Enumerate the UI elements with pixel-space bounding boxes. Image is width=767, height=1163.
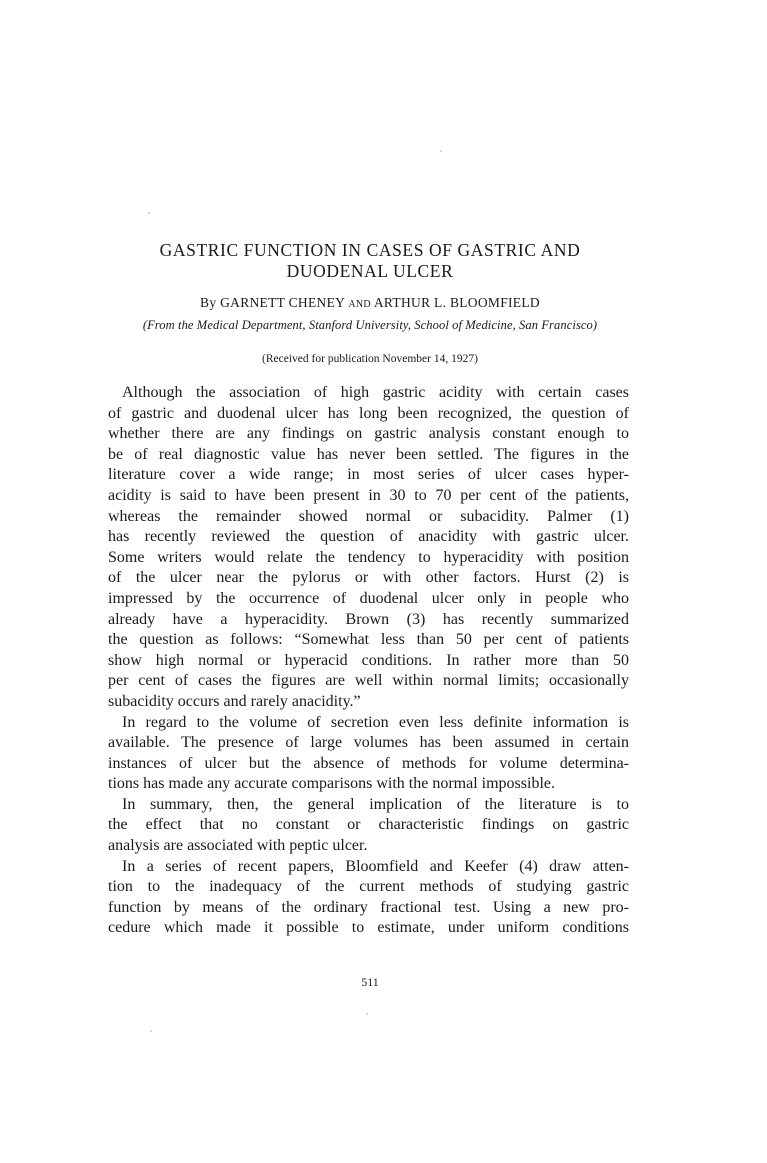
scan-speck bbox=[150, 1030, 152, 1032]
scan-speck bbox=[148, 212, 150, 214]
text-line: In summary, then, the general implication of the literature is to bbox=[122, 795, 629, 813]
text-line: the question as follows: “Somewhat less than 50 per cent of patients bbox=[108, 631, 629, 649]
received-date: (Received for publication November 14, 1927) bbox=[262, 353, 478, 365]
text-line: whether there are any findings on gastric analysis constant enough to bbox=[108, 425, 629, 443]
page-number: 511 bbox=[361, 975, 379, 989]
author-affiliation: (From the Medical Department, Stanford University, School of Medicine, San Francisco) bbox=[142, 318, 598, 332]
author-name-2: ARTHUR L. BLOOMFIELD bbox=[373, 295, 540, 310]
text-line: In regard to the volume of secretion even less definite information is bbox=[122, 713, 629, 731]
text-line: of gastric and duodenal ulcer has long been recognized, the question of bbox=[108, 404, 629, 422]
author-byline bbox=[100, 295, 640, 311]
text-line: instances of ulcer but the absence of methods for volume determina- bbox=[108, 754, 629, 772]
author-name-1: GARNETT CHENEY bbox=[220, 295, 345, 310]
paragraph-3 bbox=[108, 795, 629, 857]
text-line: of the ulcer near the pylorus or with other factors. Hurst (2) is bbox=[108, 569, 629, 587]
text-line: Although the association of high gastric acidity with certain cases bbox=[122, 384, 629, 401]
text-line: has recently reviewed the question of anacidity with gastric ulcer. bbox=[108, 528, 629, 546]
text-line: tion to the inadequacy of the current methods of studying gastric bbox=[108, 878, 629, 896]
text-line: whereas the remainder showed normal or subacidity. Palmer (1) bbox=[108, 507, 629, 525]
scan-speck bbox=[366, 1013, 368, 1015]
text-line: be of real diagnostic value has never been settled. The figures in the bbox=[108, 445, 629, 463]
paragraph-4 bbox=[108, 857, 629, 939]
text-line: acidity is said to have been present in 30 to 70 per cent of the patients, bbox=[108, 486, 629, 504]
text-line: per cent of cases the figures are well within normal limits; occasionally bbox=[108, 672, 629, 690]
text-line: tions has made any accurate comparisons with the normal impossible. bbox=[108, 775, 555, 793]
text-line: already have a hyperacidity. Brown (3) has recently summarized bbox=[108, 610, 629, 628]
text-line: In a series of recent papers, Bloomfield and Keefer (4) draw atten- bbox=[122, 857, 629, 875]
article-body bbox=[108, 383, 629, 939]
text-line: function by means of the ordinary fractional test. Using a new pro- bbox=[108, 898, 629, 916]
text-line: analysis are associated with peptic ulcer. bbox=[108, 837, 368, 855]
text-line: the effect that no constant or characteristic findings on gastric bbox=[108, 816, 629, 834]
paragraph-1 bbox=[108, 383, 629, 713]
text-line: impressed by the occurrence of duodenal ulcer only in people who bbox=[108, 589, 629, 607]
paragraph-2 bbox=[108, 713, 629, 795]
text-line: Some writers would relate the tendency to hyperacidity with position bbox=[108, 548, 629, 566]
title-line-2: DUODENAL ULCER bbox=[286, 261, 454, 281]
text-line: available. The presence of large volumes has been assumed in certain bbox=[108, 734, 629, 752]
text-line: literature cover a wide range; in most series of ulcer cases hyper- bbox=[108, 466, 629, 484]
text-line: show high normal or hyperacid conditions. In rather more than 50 bbox=[108, 651, 629, 669]
scan-speck bbox=[440, 150, 442, 152]
title-line-1: GASTRIC FUNCTION IN CASES OF GASTRIC AND bbox=[159, 240, 581, 260]
text-line: cedure which made it possible to estimate, under uniform conditions bbox=[108, 919, 629, 937]
byline-by: By bbox=[200, 295, 217, 310]
text-line: subacidity occurs and rarely anacidity.” bbox=[108, 692, 361, 710]
byline-and: AND bbox=[348, 299, 371, 310]
article-title bbox=[100, 240, 640, 282]
